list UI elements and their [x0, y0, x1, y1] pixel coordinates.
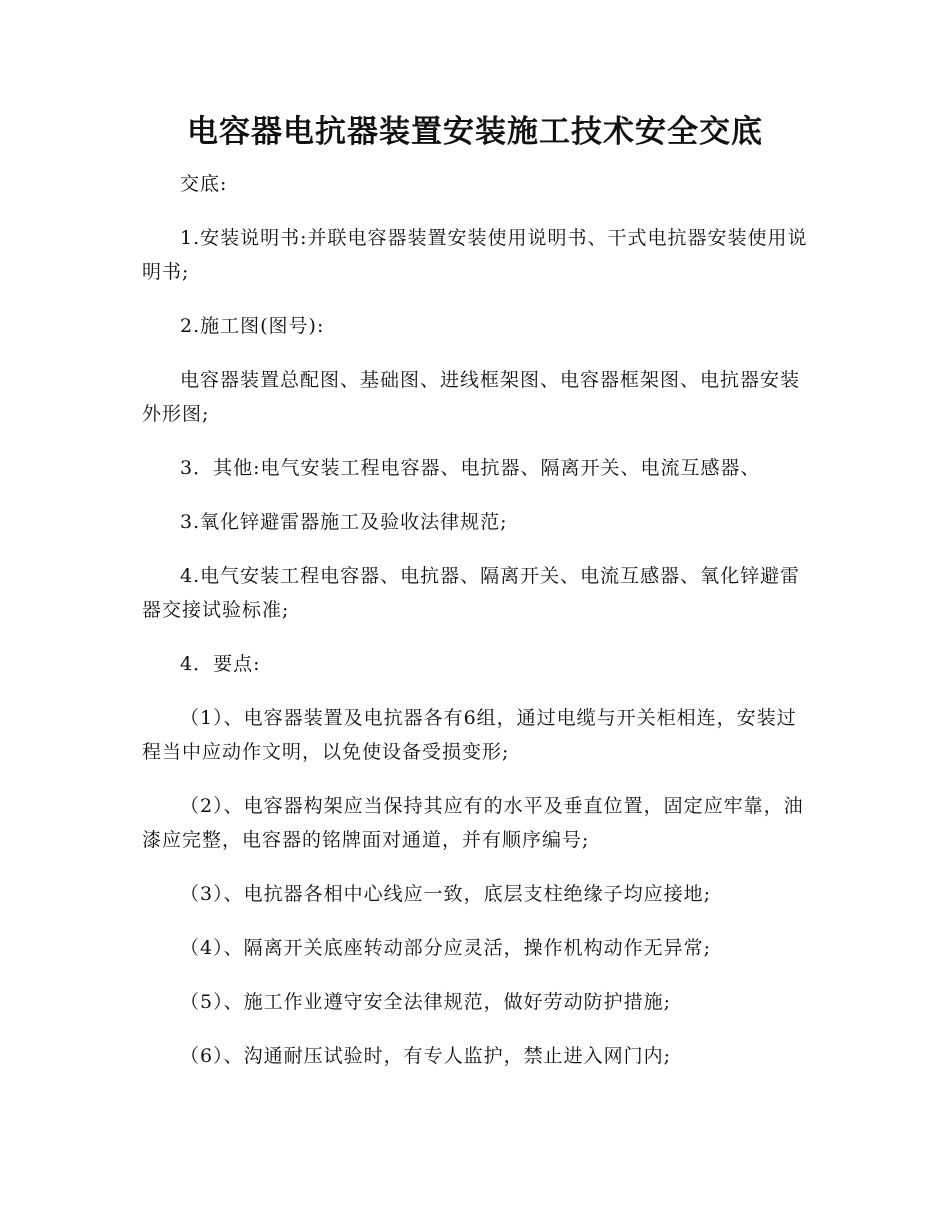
- paragraph-key-point-5: （5）、施工作业遵守安全法律规范，做好劳动防护措施;: [180, 991, 671, 1013]
- document-title: 电容器电抗器装置安装施工技术安全交底: [187, 114, 763, 150]
- paragraph-drawing-list: 电容器装置总配图、基础图、进线框架图、电容器框架图、电抗器安装外形图;: [142, 369, 801, 425]
- paragraph-installation-manual: 1.安装说明书:并联电容器装置安装使用说明书、干式电抗器安装使用说明书;: [142, 227, 808, 283]
- paragraph-intro: 交底:: [180, 173, 228, 195]
- paragraph-acceptance-specification: 3.氧化锌避雷器施工及验收法律规范;: [180, 511, 508, 533]
- paragraph-key-point-4: （4）、隔离开关底座转动部分应灵活，操作机构动作无异常;: [180, 937, 711, 959]
- paragraph-key-points-heading: 4．要点:: [180, 653, 261, 675]
- paragraph-handover-test-standard: 4.电气安装工程电容器、电抗器、隔离开关、电流互感器、氧化锌避雷器交接试验标准;: [142, 565, 801, 621]
- paragraph-key-point-1: （1）、电容器装置及电抗器各有6组，通过电缆与开关柜相连，安装过程当中应动作文明，以免使设备受损变形;: [142, 707, 797, 763]
- paragraph-construction-drawings: 2.施工图(图号):: [180, 315, 325, 337]
- paragraph-key-point-3: （3）、电抗器各相中心线应一致，底层支柱绝缘子均应接地;: [180, 883, 711, 905]
- paragraph-key-point-6: （6）、沟通耐压试验时，有专人监护，禁止进入网门内;: [180, 1045, 671, 1067]
- paragraph-key-point-2: （2）、电容器构架应当保持其应有的水平及垂直位置，固定应牢靠，油漆应完整，电容器的铭牌面对通道，并有顺序编号;: [142, 795, 804, 851]
- paragraph-other-references: 3．其他:电气安装工程电容器、电抗器、隔离开关、电流互感器、: [180, 457, 761, 479]
- document-body: [142, 167, 810, 1093]
